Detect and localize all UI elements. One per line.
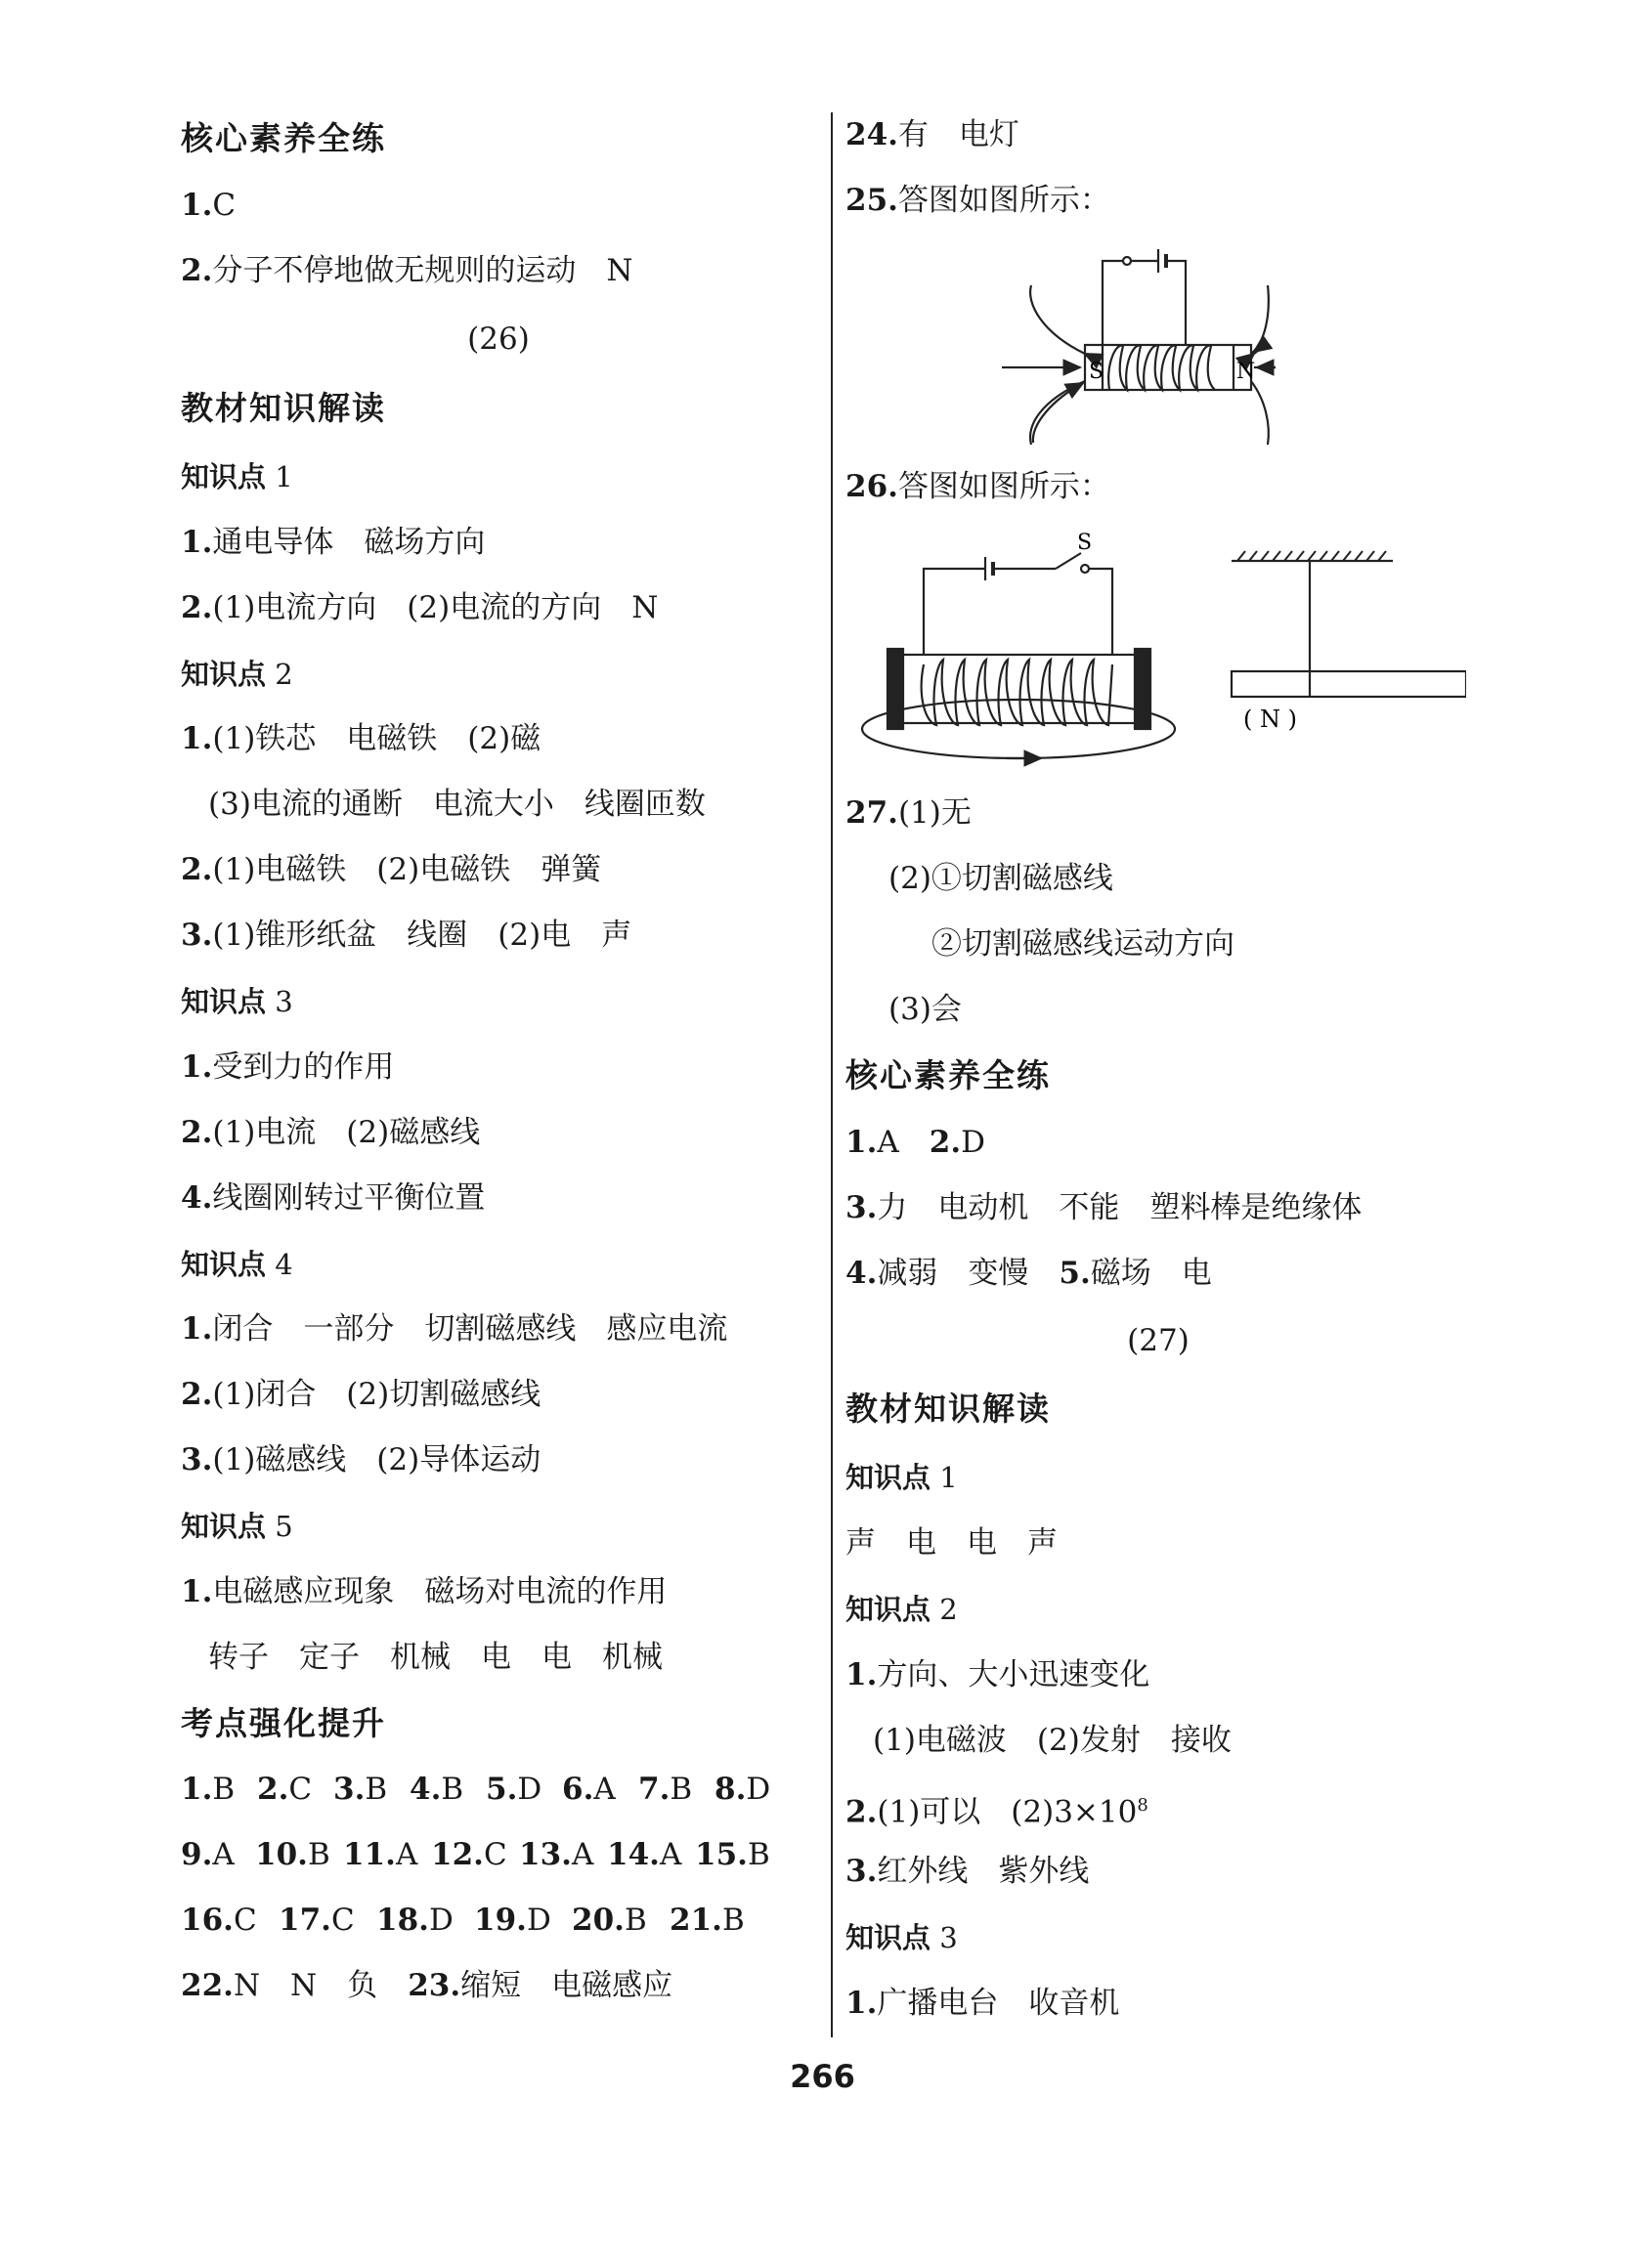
section-title: 核心素养全练 (181, 119, 386, 157)
section-title: 教材知识解读 (845, 1390, 1051, 1428)
answer-row: 16.C 17.C 18.D 19.D 20.B 21.B (181, 1903, 745, 1938)
knowledge-point-heading: 知识点 2 (845, 1593, 958, 1626)
knowledge-point-heading: 知识点 1 (845, 1461, 958, 1494)
answer-line: 1.受到力的作用 (181, 1049, 395, 1085)
answer-line: ②切割磁感线运动方向 (931, 926, 1234, 962)
answer-line: 4.线圈刚转过平衡位置 (181, 1180, 486, 1216)
section-number: (26) (467, 321, 530, 357)
answer-line: 1.C (181, 188, 237, 223)
answer-row: 1.B 2.C 3.B 4.B 5.D 6.A 7.B 8.D (181, 1772, 771, 1807)
answer-line: (3)会 (888, 992, 962, 1027)
answer-line: 3.(1)磁感线 (2)导体运动 (181, 1442, 541, 1477)
section-title: 核心素养全练 (845, 1056, 1051, 1094)
answer-line: 2.(1)电流 (2)磁感线 (181, 1115, 481, 1150)
page-number: 266 (790, 2058, 855, 2095)
knowledge-point-heading: 知识点 5 (181, 1510, 293, 1543)
answer-line: 1.闭合 一部分 切割磁感线 感应电流 (181, 1311, 728, 1347)
answer-line: 声 电 电 声 (845, 1525, 1058, 1561)
answer-line: 2.(1)闭合 (2)切割磁感线 (181, 1377, 541, 1412)
column-divider (831, 112, 833, 2037)
section-title: 教材知识解读 (181, 389, 386, 427)
answer-row: 22.N N 负 23.缩短 电磁感应 (181, 1968, 673, 2003)
knowledge-point-heading: 知识点 4 (181, 1248, 293, 1281)
answer-line: 3.力 电动机 不能 塑料棒是绝缘体 (845, 1190, 1363, 1225)
pole-n-label: N (1236, 360, 1256, 384)
answer-line: 4.减弱 变慢 5.磁场 电 (845, 1256, 1212, 1291)
answer-line: 2.(1)可以 $(2)3\times 10^8$ (845, 1794, 1148, 1830)
answer-line: 3.红外线 紫外线 (845, 1854, 1090, 1889)
answer-line: 1.通电导体 磁场方向 (181, 525, 486, 560)
answer-line: 2.(1)电流方向 (2)电流的方向 N (181, 590, 659, 625)
pole-n-label: ( N ) (1243, 706, 1297, 733)
answer-line: 1.方向、大小迅速变化 (845, 1657, 1150, 1692)
answer-line: 24.有 电灯 (845, 117, 1019, 152)
answer-line: 2.分子不停地做无规则的运动 N (181, 253, 633, 288)
answer-line: (3)电流的通断 电流大小 线圈匝数 (208, 787, 706, 822)
answer-line: 1.广播电台 收音机 (845, 1986, 1120, 2021)
answer-line: (1)电磁波 (2)发射 接收 (873, 1723, 1232, 1758)
answer-line: 2.(1)电磁铁 (2)电磁铁 弹簧 (181, 852, 602, 887)
answer-line: 3.(1)锥形纸盆 线圈 (2)电 声 (181, 918, 632, 953)
answer-line: (2)①切割磁感线 (888, 861, 1113, 896)
section-title: 考点强化提升 (181, 1704, 386, 1742)
pole-s-label: S (1089, 360, 1104, 384)
answer-line: 1.A 2.D (845, 1125, 985, 1160)
answer-line: 1.电磁感应现象 磁场对电流的作用 (181, 1574, 668, 1609)
answer-row: 9.A 10.B 11.A 12.C 13.A 14.A 15.B (181, 1837, 770, 1872)
knowledge-point-heading: 知识点 2 (181, 658, 293, 691)
knowledge-point-heading: 知识点 1 (181, 460, 293, 493)
answer-line: 转子 定子 机械 电 电 机械 (208, 1640, 663, 1675)
section-number: (27) (1127, 1323, 1190, 1358)
answer-line: 25.答图如图所示： (845, 183, 1110, 218)
knowledge-point-heading: 知识点 3 (181, 985, 293, 1018)
solenoid-field-diagram (1002, 244, 1276, 449)
answer-line: 26.答图如图所示： (845, 469, 1110, 504)
knowledge-point-heading: 知识点 3 (845, 1921, 958, 1954)
answer-line: 27.(1)无 (845, 795, 972, 831)
electromagnet-circuit-diagram (860, 528, 1466, 787)
switch-s-label: S (1077, 531, 1093, 555)
answer-line: 1.(1)铁芯 电磁铁 (2)磁 (181, 721, 541, 756)
